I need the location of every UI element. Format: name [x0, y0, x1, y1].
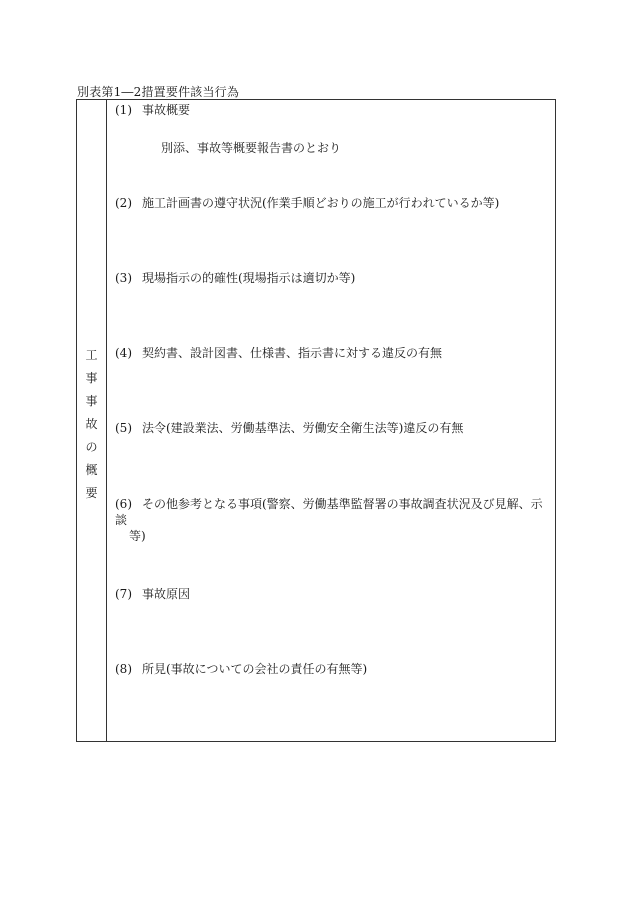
item-text: 所見(事故についての会社の責任の有無等)	[142, 662, 368, 676]
item-text: 事故原因	[142, 587, 191, 601]
side-label-char: 故	[85, 417, 98, 431]
item-1	[115, 102, 190, 118]
side-label-char: 概	[85, 463, 98, 477]
side-label-char: 事	[85, 371, 98, 385]
item-text: 事故概要	[142, 103, 191, 117]
item-number: (5)	[115, 421, 132, 435]
accident-summary-table	[76, 99, 556, 742]
item-5	[115, 420, 463, 436]
item-number: (6)	[115, 497, 132, 511]
side-label-char: 事	[85, 394, 98, 408]
side-label-char: 要	[85, 486, 98, 500]
item-number: (1)	[115, 103, 132, 117]
item-number: (7)	[115, 587, 132, 601]
item-number: (8)	[115, 662, 132, 676]
item-3	[115, 270, 355, 286]
item-number: (3)	[115, 271, 132, 285]
side-label-char: の	[85, 440, 98, 454]
item-number: (2)	[115, 196, 132, 210]
item-8	[115, 661, 367, 677]
item-text: 法令(建設業法、労働基準法、労働安全衛生法等)違反の有無	[142, 421, 464, 435]
item-text: その他参考となる事項(警察、労働基準監督署の事故調査状況及び見解、示談	[115, 497, 543, 527]
side-label-char: 工	[85, 348, 98, 362]
item-7	[115, 586, 190, 602]
attachment-note: 別添、事故等概要報告書のとおり	[161, 141, 342, 155]
item-text: 施工計画書の遵守状況(作業手順どおりの施工が行われているか等)	[142, 196, 500, 210]
item-4	[115, 345, 442, 361]
item-2	[115, 195, 499, 211]
item-text-continuation: 等)	[129, 529, 146, 543]
side-label-column	[77, 100, 107, 741]
side-label	[77, 344, 106, 505]
document-title: 別表第1―2措置要件該当行為	[77, 85, 240, 99]
item-number: (4)	[115, 346, 132, 360]
item-text: 現場指示の的確性(現場指示は適切か等)	[142, 271, 356, 285]
item-text: 契約書、設計図書、仕様書、指示書に対する違反の有無	[142, 346, 443, 360]
item-6	[115, 496, 549, 544]
